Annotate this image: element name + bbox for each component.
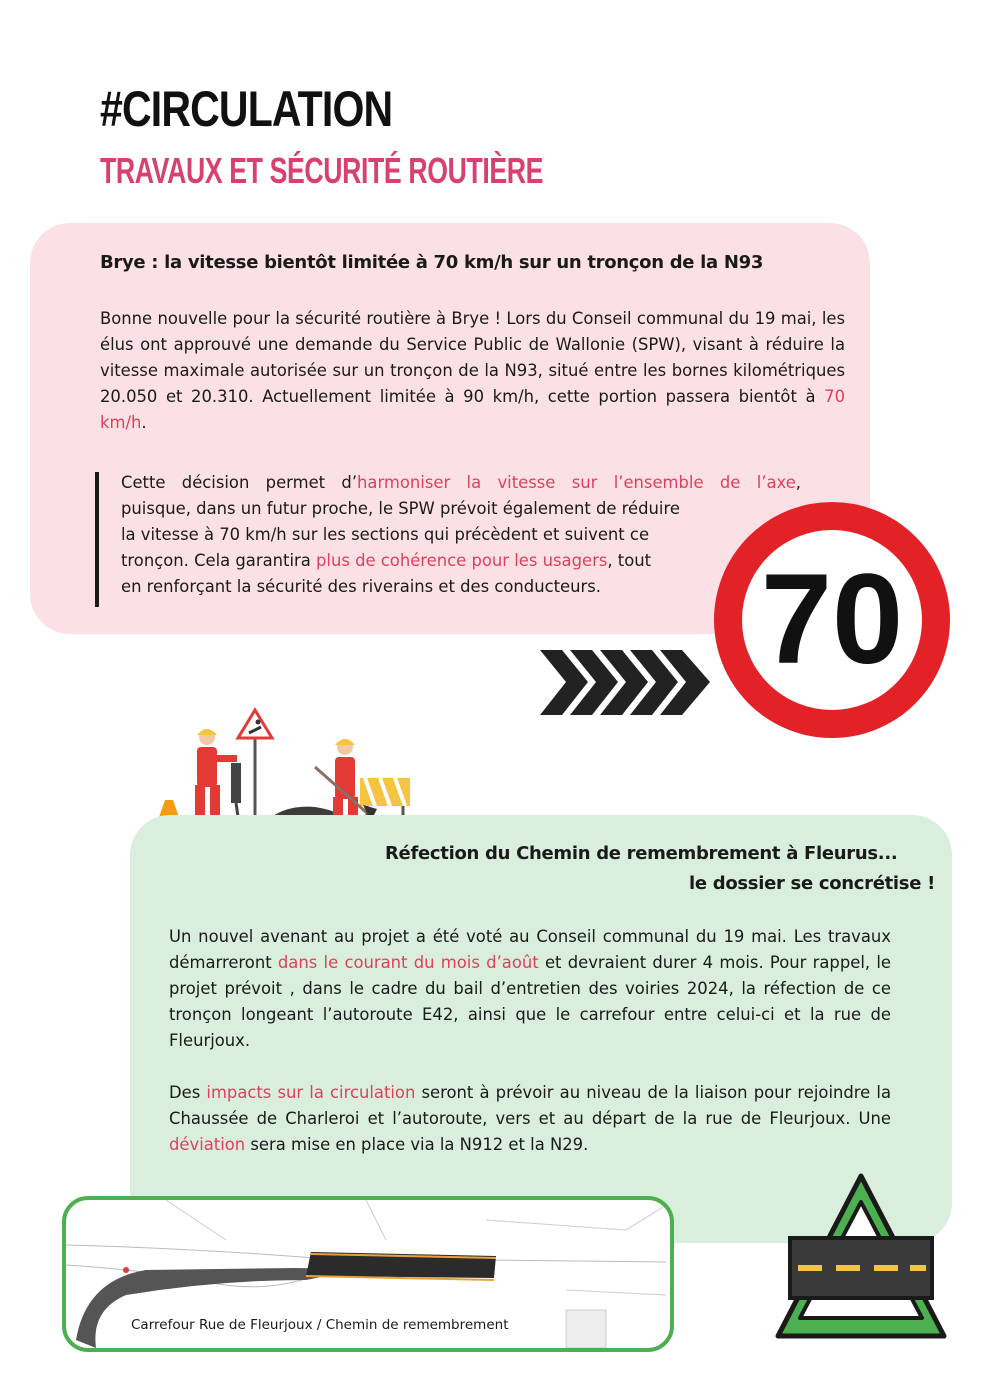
map-caption: Carrefour Rue de Fleurjoux / Chemin de remembrement: [131, 1317, 509, 1333]
article-fleurus-heading-line2: le dossier se concrétise !: [688, 873, 935, 894]
quote-line-2: puisque, dans un futur proche, le SPW prévoit également de réduire: [121, 499, 680, 518]
chevrons-icon: [540, 645, 715, 720]
road-warning-triangle-icon: [770, 1168, 952, 1348]
page-subtitle: TRAVAUX ET SÉCURITÉ ROUTIÈRE: [100, 150, 544, 191]
quote-line-5: en renforçant la sécurité des riverains et des conducteurs.: [121, 577, 602, 596]
page-title: #CIRCULATION: [100, 81, 393, 137]
article-fleurus-paragraph-1: Un nouvel avenant au projet a été voté au Conseil communal du 19 mai. Les travaux démarreront dans le courant du mois d’août et devraient durer 4 mois. Pour rappel, le projet prévoit , dans le cadre du bail d’entretien des voiries 2024, la réfection de ce tronçon longeant l’autoroute E42, ainsi que le carrefour entre celui-ci et la rue de Fleurjoux.: [169, 927, 891, 1050]
article-brye-heading: Brye : la vitesse bientôt limitée à 70 km/h sur un tronçon de la N93: [100, 252, 764, 273]
quote-bar: [95, 472, 99, 607]
speed-limit-value: 70: [760, 548, 904, 691]
quote-line-4: tronçon. Cela garantira plus de cohérence pour les usagers, tout: [121, 551, 652, 570]
quote-line-3: la vitesse à 70 km/h sur les sections qui précèdent et suivent ce: [121, 525, 650, 544]
article-fleurus-paragraph-2: Des impacts sur la circulation seront à prévoir au niveau de la liaison pour rejoindre la Chaussée de Charleroi et l’autoroute, vers et au départ de la rue de Fleurjoux. Une déviation sera mise en place via la N912 et la N29.: [169, 1083, 891, 1154]
speed-limit-sign-icon: [712, 500, 952, 740]
article-brye-quote: [121, 470, 801, 600]
speed-highlight: 70 km/h: [100, 387, 845, 432]
quote-line-1: Cette décision permet d’harmoniser la vitesse sur l’ensemble de l’axe,: [121, 473, 801, 492]
article-fleurus-heading-line1: Réfection du Chemin de remembrement à Fleurus...: [385, 843, 898, 864]
article-brye-paragraph: Bonne nouvelle pour la sécurité routière à Brye ! Lors du Conseil communal du 19 mai, les élus ont approuvé une demande du Service Public de Wallonie (SPW), visant à réduire la vitesse maximale autorisée sur un tronçon de la N93, situé entre les bornes kilométriques 20.050 et 20.310. Actuellement limitée à 90 km/h, cette portion passera bientôt à 70 km/h.: [100, 309, 845, 432]
